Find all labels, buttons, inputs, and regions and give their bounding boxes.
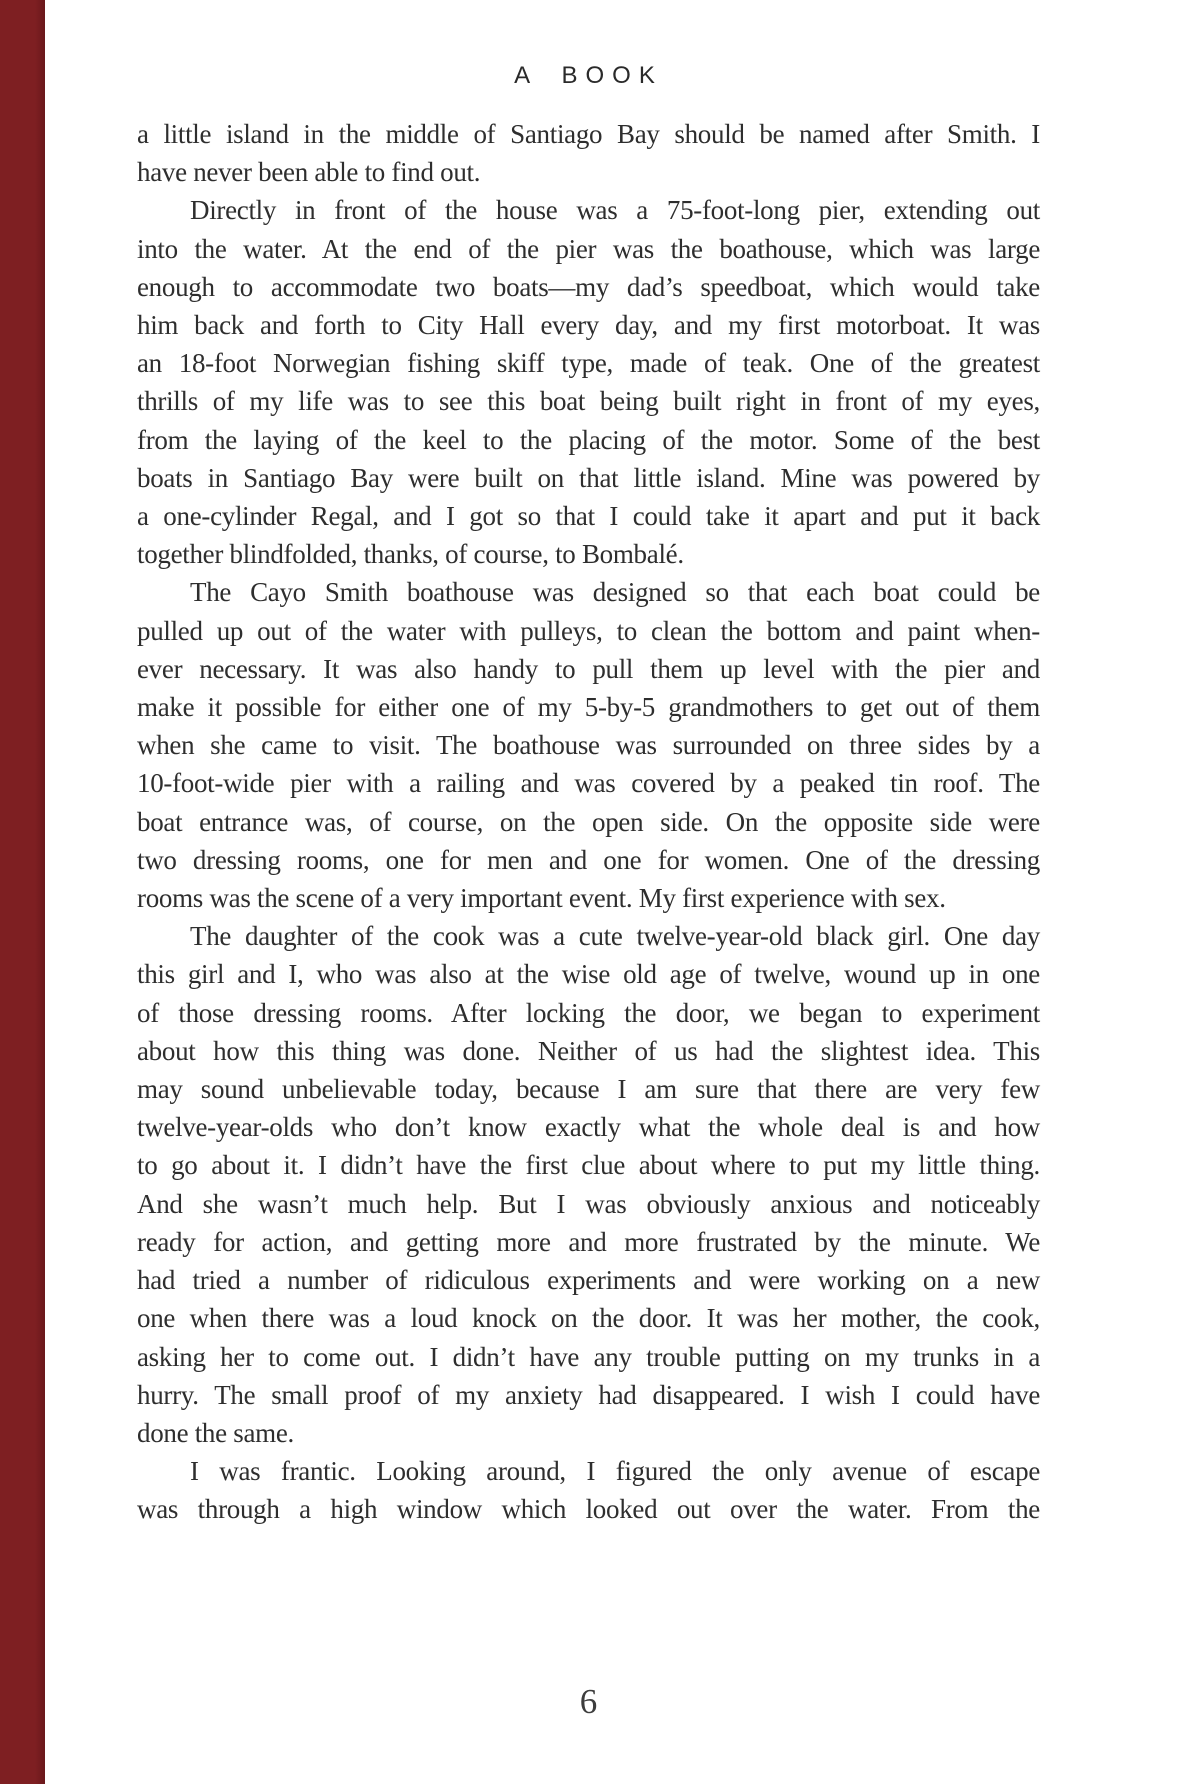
text-line: an 18-foot Norwegian fishing skiff type, made of teak. One of the greatest [137,348,1040,379]
text-line: The Cayo Smith boathouse was designed so that each boat could be [190,577,1040,608]
text-line: this girl and I, who was also at the wise old age of twelve, wound up in one [137,959,1040,990]
text-line: asking her to come out. I didn’t have any trouble putting on my trunks in a [137,1341,1040,1372]
text-line: had tried a number of ridiculous experiments and were working on a new [137,1265,1040,1296]
text-line: a little island in the middle of Santiago Bay should be named after Smith. I [137,119,1040,149]
text-line: one when there was a loud knock on the door. It was her mother, the cook, [137,1303,1040,1334]
text-line: together blindfolded, thanks, of course, to Bombalé. [137,539,684,570]
text-line: The daughter of the cook was a cute twelve-year-old black girl. One day [190,921,1040,952]
text-line: of those dressing rooms. After locking the door, we began to experiment [137,997,1040,1028]
text-line: thrills of my life was to see this boat being built right in front of my eyes, [137,386,1040,417]
text-line: into the water. At the end of the pier was the boathouse, which was large [137,233,1040,264]
text-line: hurry. The small proof of my anxiety had disappeared. I wish I could have [137,1379,1040,1410]
text-line: boats in Santiago Bay were built on that little island. Mine was powered by [137,462,1040,493]
text-line: Directly in front of the house was a 75-foot-long pier, extending out [190,195,1040,226]
text-line: from the laying of the keel to the placing of the motor. Some of the best [137,424,1040,455]
text-line: enough to accommodate two boats—my dad’s speedboat, which would take [137,271,1040,302]
text-line: two dressing rooms, one for men and one for women. One of the dressing [137,844,1040,875]
page-number: 6 [579,1682,598,1721]
text-line: to go about it. I didn’t have the first clue about where to put my little thing. [137,1150,1040,1181]
text-line: I was frantic. Looking around, I figured the only avenue of escape [190,1456,1040,1487]
text-line: boat entrance was, of course, on the open side. On the opposite side were [137,806,1040,837]
text-line: twelve-year-olds who don’t know exactly what the whole deal is and how [137,1112,1040,1143]
running-header: A BOOK [514,62,663,89]
text-line: ever necessary. It was also handy to pull them up level with the pier and [137,653,1040,684]
text-line: ready for action, and getting more and more frustrated by the minute. We [137,1226,1040,1257]
text-line: 10-foot-wide pier with a railing and was covered by a peaked tin roof. The [137,768,1040,799]
text-line: make it possible for either one of my 5-by-5 grandmothers to get out of them [137,692,1040,723]
text-line: may sound unbelievable today, because I am sure that there are very few [137,1074,1040,1105]
text-line: pulled up out of the water with pulleys, to clean the bottom and paint when- [137,615,1040,646]
text-line: done the same. [137,1417,294,1448]
text-line: And she wasn’t much help. But I was obviously anxious and noticeably [137,1188,1040,1219]
text-line: have never been able to find out. [137,157,481,188]
text-line: him back and forth to City Hall every day, and my first motorboat. It was [137,310,1040,341]
text-line: when she came to visit. The boathouse was surrounded on three sides by a [137,730,1040,761]
text-line: about how this thing was done. Neither of us had the slightest idea. This [137,1035,1040,1066]
page-text [137,115,1040,1529]
text-line: a one-cylinder Regal, and I got so that I could take it apart and put it back [137,501,1040,532]
text-line: rooms was the scene of a very important event. My first experience with sex. [137,883,946,914]
book-spine-edge [0,0,45,1784]
text-line: was through a high window which looked out over the water. From the [137,1494,1040,1525]
